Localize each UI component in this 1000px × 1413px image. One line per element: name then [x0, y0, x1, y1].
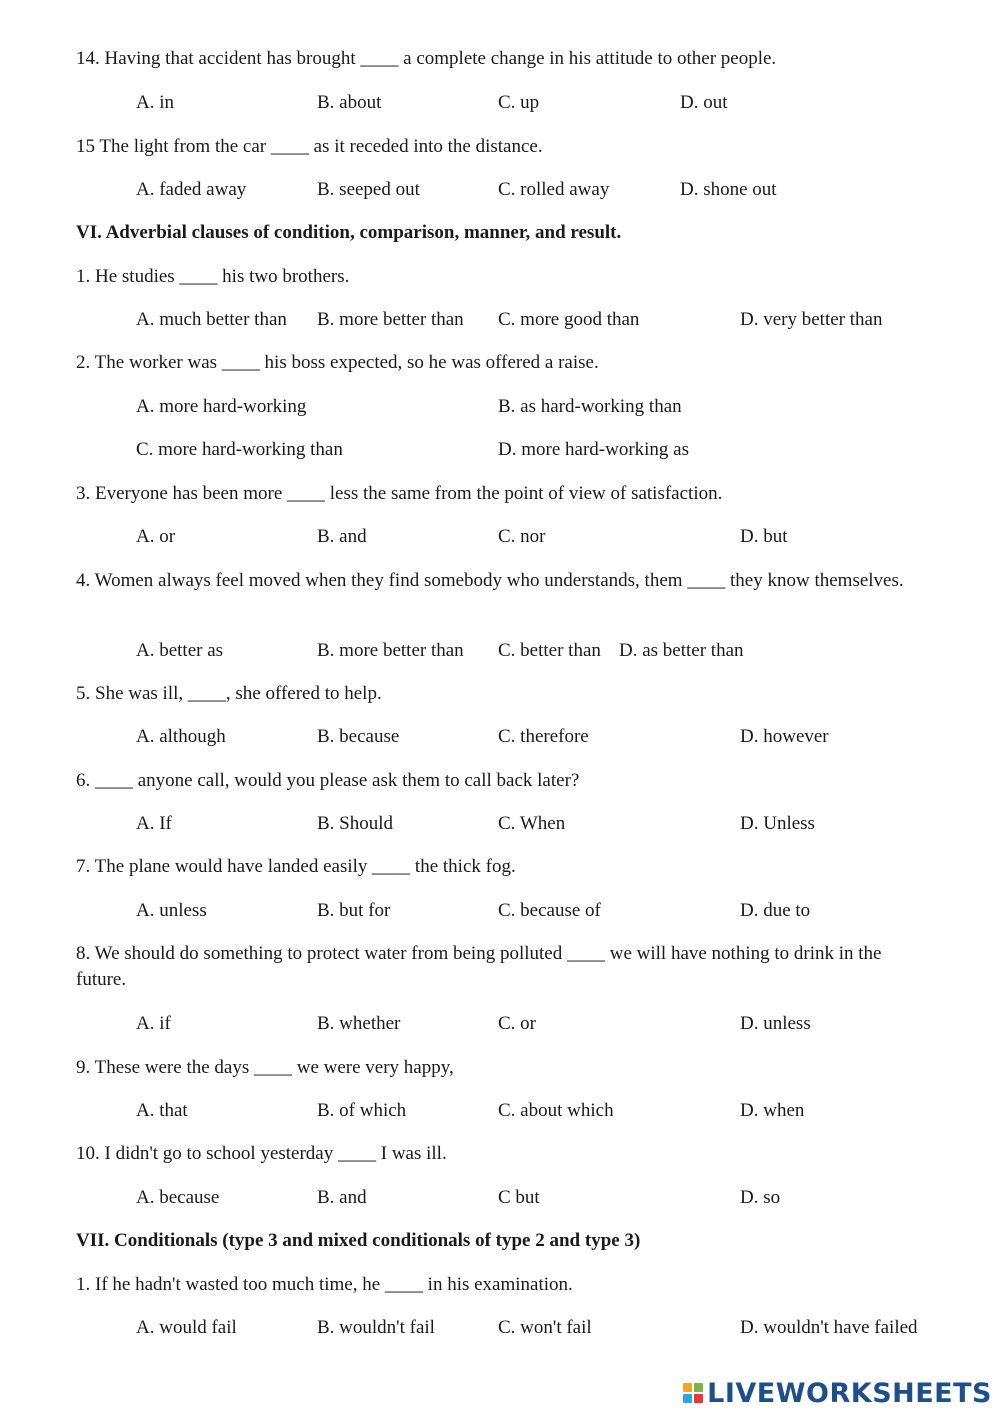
s6-question-5-option-d: D. however [740, 726, 829, 747]
s6-question-8-option-d: D. unless [740, 1013, 811, 1034]
s6-question-5-option-a: A. although [136, 726, 226, 747]
s6-question-9-option-b: B. of which [317, 1100, 407, 1121]
s7-question-1-stem: 1. If he hadn't wasted too much time, he ____ in his examination. [76, 1274, 573, 1295]
s6-question-3-option-a: A. or [136, 526, 176, 547]
s6-question-2-option-b: B. as hard-working than [498, 396, 682, 417]
s6-question-5-option-b: B. because [317, 726, 400, 747]
s6-question-3-option-b: B. and [317, 526, 367, 547]
s6-question-1-option-c: C. more good than [498, 309, 640, 330]
question-14-option-a: A. in [136, 92, 174, 113]
s7-question-1-option-c: C. won't fail [498, 1317, 592, 1338]
s6-question-8-option-c: C. or [498, 1013, 536, 1034]
question-14-option-b: B. about [317, 92, 382, 113]
s6-question-5-stem: 5. She was ill, ____, she offered to help. [76, 683, 382, 704]
s6-question-6-stem: 6. ____ anyone call, would you please ask them to call back later? [76, 770, 580, 791]
question-15-option-d: D. shone out [680, 179, 777, 200]
section-7-heading: VII. Conditionals (type 3 and mixed conditionals of type 2 and type 3) [76, 1230, 641, 1251]
s6-question-6-option-c: C. When [498, 813, 566, 834]
s6-question-2-stem: 2. The worker was ____ his boss expected, so he was offered a raise. [76, 352, 599, 373]
question-15-option-b: B. seeped out [317, 179, 420, 200]
liveworksheets-logo[interactable] [683, 1376, 992, 1410]
s6-question-4-option-b: B. more better than [317, 640, 464, 661]
s6-question-7-option-c: C. because of [498, 900, 601, 921]
s6-question-7-option-a: A. unless [136, 900, 207, 921]
s6-question-10-option-d: D. so [740, 1187, 781, 1208]
s7-question-1-option-d: D. wouldn't have failed [740, 1317, 918, 1338]
s6-question-1-option-b: B. more better than [317, 309, 464, 330]
s6-question-10-option-c: C but [498, 1187, 540, 1208]
s7-question-1-option-a: A. would fail [136, 1317, 237, 1338]
s6-question-3-stem: 3. Everyone has been more ____ less the same from the point of view of satisfaction. [76, 483, 723, 504]
s6-question-3-option-c: C. nor [498, 526, 546, 547]
s7-question-1-option-b: B. wouldn't fail [317, 1317, 435, 1338]
question-15-option-c: C. rolled away [498, 179, 610, 200]
s6-question-6-option-d: D. Unless [740, 813, 815, 834]
s6-question-10-stem: 10. I didn't go to school yesterday ____ I was ill. [76, 1143, 447, 1164]
question-15-option-a: A. faded away [136, 179, 247, 200]
s6-question-10-option-a: A. because [136, 1187, 220, 1208]
s6-question-3-option-d: D. but [740, 526, 788, 547]
section-6-heading: VI. Adverbial clauses of condition, comparison, manner, and result. [76, 222, 622, 243]
s6-question-8-option-b: B. whether [317, 1013, 401, 1034]
s6-question-1-stem: 1. He studies ____ his two brothers. [76, 266, 350, 287]
s6-question-4-option-c: C. better than [498, 640, 601, 661]
s6-question-2-option-a: A. more hard-working [136, 396, 307, 417]
s6-question-2-option-d: D. more hard-working as [498, 439, 690, 460]
s6-question-7-stem: 7. The plane would have landed easily ____ the thick fog. [76, 856, 516, 877]
s6-question-9-option-a: A. that [136, 1100, 188, 1121]
s6-question-9-option-d: D. when [740, 1100, 805, 1121]
s6-question-2-option-c: C. more hard-working than [136, 439, 343, 460]
s6-question-10-option-b: B. and [317, 1187, 367, 1208]
s6-question-5-option-c: C. therefore [498, 726, 589, 747]
s6-question-9-stem: 9. These were the days ____ we were very happy, [76, 1057, 454, 1078]
s6-question-7-option-b: B. but for [317, 900, 391, 921]
question-14-option-d: D. out [680, 92, 728, 113]
question-15-stem: 15 The light from the car ____ as it receded into the distance. [76, 136, 543, 157]
s6-question-4-option-a: A. better as [136, 640, 224, 661]
logo-squares-icon [683, 1383, 703, 1403]
question-14-stem: 14. Having that accident has brought ____ a complete change in his attitude to other people. [76, 48, 777, 69]
s6-question-1-option-d: D. very better than [740, 309, 883, 330]
s6-question-6-option-a: A. If [136, 813, 172, 834]
s6-question-1-option-a: A. much better than [136, 309, 287, 330]
s6-question-8-stem: 8. We should do something to protect water from being polluted ____ we will have nothing to drink in the future. [76, 943, 882, 990]
logo-text: LIVEWORKSHEETS [707, 1377, 992, 1409]
s6-question-4-stem: 4. Women always feel moved when they find somebody who understands, them ____ they know themselves. [76, 570, 904, 591]
s6-question-4-option-d: D. as better than [619, 640, 744, 661]
s6-question-9-option-c: C. about which [498, 1100, 614, 1121]
question-14-option-c: C. up [498, 92, 540, 113]
s6-question-7-option-d: D. due to [740, 900, 811, 921]
s6-question-8-option-a: A. if [136, 1013, 171, 1034]
s6-question-6-option-b: B. Should [317, 813, 394, 834]
